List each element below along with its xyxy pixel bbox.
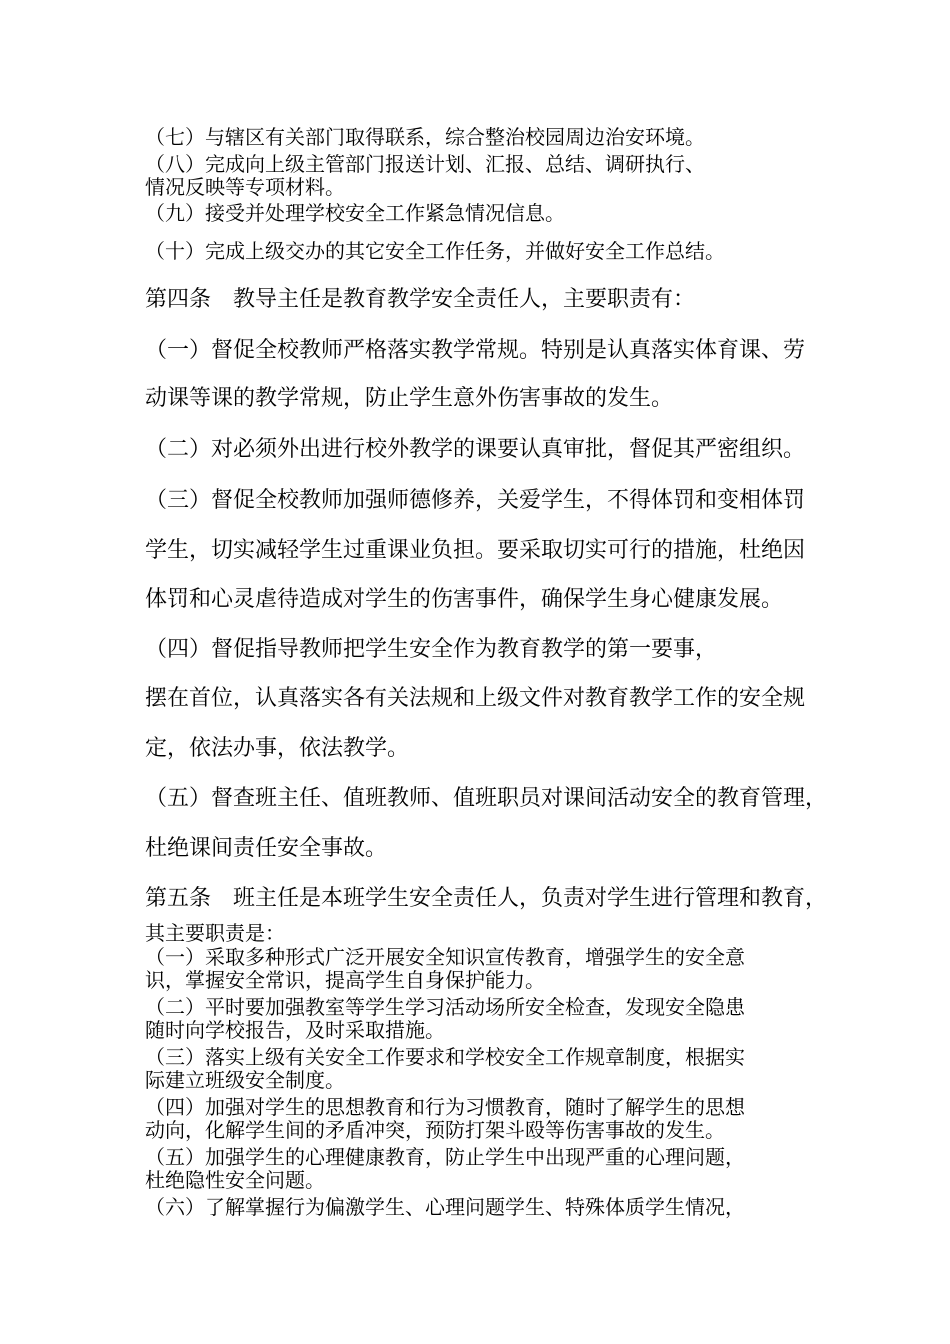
text-line: （一）督促全校教师严格落实教学常规。特别是认真落实体育课、劳: [145, 338, 806, 363]
text-line: 定，依法办事，依法教学。: [145, 736, 410, 761]
text-line: （四）督促指导教师把学生安全作为教育教学的第一要事，: [145, 637, 718, 662]
text-line: 动课等课的教学常规，防止学生意外伤害事故的发生。: [145, 386, 674, 411]
text-line: （九）接受并处理学校安全工作紧急情况信息。: [145, 201, 565, 225]
text-line: （六）了解掌握行为偏激学生、心理问题学生、特殊体质学生情况，: [145, 1195, 745, 1219]
text-line: 随时向学校报告，及时采取措施。: [145, 1018, 445, 1042]
text-line: （五）加强学生的心理健康教育，防止学生中出现严重的心理问题，: [145, 1145, 745, 1169]
text-line: （一）采取多种形式广泛开展安全知识宣传教育，增强学生的安全意: [145, 945, 745, 969]
text-line: （五）督查班主任、值班教师、值班职员对课间活动安全的教育管理，: [145, 786, 828, 811]
article-heading: 第五条 班主任是本班学生安全责任人，负责对学生进行管理和教育，: [145, 886, 828, 911]
text-line: 际建立班级安全制度。: [145, 1068, 345, 1092]
text-line: （八）完成向上级主管部门报送计划、汇报、总结、调研执行、: [145, 152, 705, 176]
text-line: 摆在首位，认真落实各有关法规和上级文件对教育教学工作的安全规: [145, 686, 806, 711]
text-line: 识，掌握安全常识，提高学生自身保护能力。: [145, 968, 545, 992]
text-line: （二）对必须外出进行校外教学的课要认真审批，督促其严密组织。: [145, 437, 806, 462]
text-line: 杜绝隐性安全问题。: [145, 1168, 325, 1192]
text-line: （十）完成上级交办的其它安全工作任务，并做好安全工作总结。: [145, 239, 725, 263]
text-line: 情况反映等专项材料。: [145, 175, 345, 199]
text-line: （四）加强对学生的思想教育和行为习惯教育，随时了解学生的思想: [145, 1095, 745, 1119]
text-line: 其主要职责是：: [145, 921, 285, 945]
text-line: 体罚和心灵虐待造成对学生的伤害事件，确保学生身心健康发展。: [145, 587, 784, 612]
text-line: （三）督促全校教师加强师德修养，关爱学生，不得体罚和变相体罚: [145, 488, 806, 513]
article-heading: 第四条 教导主任是教育教学安全责任人，主要职责有：: [145, 287, 696, 312]
text-line: 杜绝课间责任安全事故。: [145, 836, 388, 861]
text-line: 学生，切实减轻学生过重课业负担。要采取切实可行的措施，杜绝因: [145, 538, 806, 563]
text-line: （七）与辖区有关部门取得联系，综合整治校园周边治安环境。: [145, 125, 705, 149]
text-line: （三）落实上级有关安全工作要求和学校安全工作规章制度，根据实: [145, 1045, 745, 1069]
text-line: 动向，化解学生间的矛盾冲突，预防打架斗殴等伤害事故的发生。: [145, 1118, 725, 1142]
text-line: （二）平时要加强教室等学生学习活动场所安全检查，发现安全隐患: [145, 995, 745, 1019]
